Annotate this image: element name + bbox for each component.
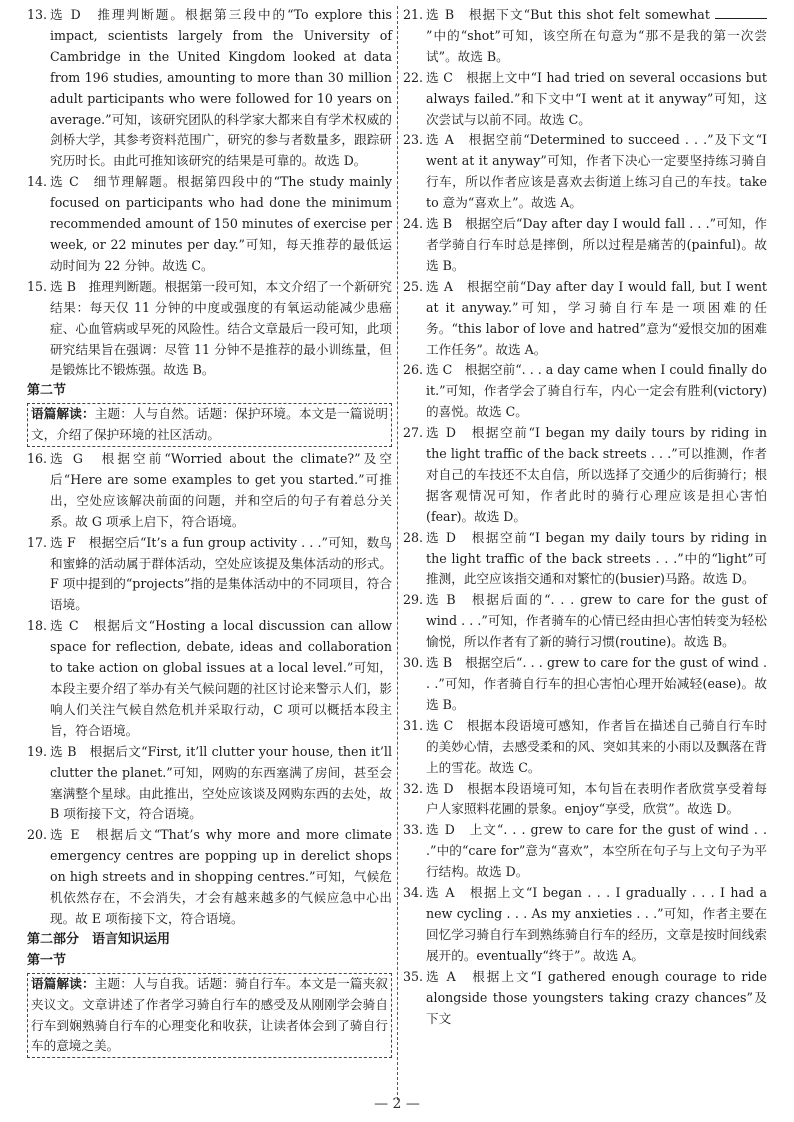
answer-20: 20. 选 E 根据后文“That’s why more and more climate emergency centres are popping up in derelict shops on high streets and in shopping centres.”可知，气候危机依然存在，不会消失，才会有越来越多的气候应急中心出现。故 E 项衔接下文，符合语境。 bbox=[27, 827, 392, 926]
answer-15: 15. 选 B 推理判断题。根据第一段可知，本文介绍了一个新研究结果：每天仅 11 分钟的中度或强度的有氧运动能减少患癌症、心血管病或早死的风险性。结合文章最后一段可知，此项研究结果旨在强调：尽管 11 分钟不是推荐的最小训练量，但是锻炼比不锻炼强。故选 B。 bbox=[27, 278, 392, 378]
answer-25: 25. 选 A 根据空前“Day after day I would fall, but I went at it anyway.”可知，学习骑自行车是一项困难的任务。“this labor of love and hatred”意为“爱恨交加的困难工作任务”。故选 A。 bbox=[403, 278, 767, 357]
answer-19: 19. 选 B 根据后文“First, it’ll clutter your house, then it’ll clutter the planet.”可知，网购的东西塞满了房间，甚至会塞满整个星球。由此推出，空处应该谈及网购东西的去处，故 B 项衔接下文，符合语境。 bbox=[27, 743, 392, 822]
answer-31: 31. 选 C 根据本段语境可感知，作者旨在描述自己骑自行车时的美妙心情，去感受柔和的风、突如其来的小雨以及飘落在背上的雪花。故选 C。 bbox=[403, 717, 767, 775]
part-heading: 第二部分 语言知识运用 bbox=[27, 931, 171, 947]
answer-27: 27. 选 D 根据空前“I began my daily tours by riding in the light traffic of the back streets . . .”可以推测，作者对自己的车技还不太自信，所以选择了交通少的后街骑行；根据客观情况可知，作者此时的骑行心理应该是担心害怕(fear)。故选 D。 bbox=[403, 425, 767, 524]
column-divider bbox=[397, 6, 398, 1100]
answer-29: 29. 选 B 根据后面的“. . . grew to care for the gust of wind . . .”可知，作者骑车的心情已经由担心害怕转变为轻松愉悦，所以作者有了新的骑行习惯(routine)。故选 B。 bbox=[403, 592, 767, 650]
box-label: 语篇解读： bbox=[31, 975, 95, 991]
answer-30: 30. 选 B 根据空后“. . . grew to care for the gust of wind . . .”可知，作者骑自行车的担心害怕心理开始减轻(ease)。故选 B。 bbox=[403, 655, 767, 712]
section-heading-1: 第一节 bbox=[27, 952, 67, 968]
passage-analysis-box-1 bbox=[27, 403, 392, 447]
answer-14: 14. 选 C 细节理解题。根据第四段中的“The study mainly focused on participants who had done the minimum recommended amount of 150 minutes of exercise per week, or 22 minutes per day.”可知，每天推荐的最低运动时间为 22 分钟。故选 C。 bbox=[27, 174, 392, 273]
answer-35: 35. 选 A 根据上文“I gathered enough courage to ride alongside those youngsters taking crazy chances”及下文 bbox=[403, 968, 767, 1026]
answer-21-text-cont: ”中的“shot”可知，该空所在句意为“那不是我的第一次尝试”。故选 B。 bbox=[426, 27, 767, 64]
answer-28: 28. 选 D 根据空前“I began my daily tours by riding in the light traffic of the back streets . . .”中的“light”可推测，此空应该指交通和对繁忙的(busier)马路。故选 D。 bbox=[403, 529, 767, 587]
answer-24: 24. 选 B 根据空后“Day after day I would fall . . .”可知，作者学骑自行车时总是摔倒，所以过程是痛苦的(painful)。故选 B。 bbox=[403, 216, 767, 273]
fill-blank bbox=[715, 6, 767, 19]
answer-26: 26. 选 C 根据空前“. . . a day came when I could finally do it.”可知，作者学会了骑自行车，内心一定会有胜利(victory)的喜悦。故选 C。 bbox=[403, 362, 767, 420]
box-text: 主题：人与自然。话题：保护环境。本文是一篇说明文，介绍了保护环境的社区活动。 bbox=[31, 406, 389, 443]
answer-16: 16. 选 G 根据空前“Worried about the climate?”及空后“Here are some examples to get you started.”可推出，空处应该解决前面的问题，并和空后的句子有着总分关系。故 G 项承上启下，符合语境。 bbox=[27, 451, 392, 529]
answer-13: 13. 选 D 推理判断题。根据第三段中的“To explore this impact, scientists largely from the University of Cambridge in the United Kingdom looked at data from 196 studies, amounting to more than 30 million adult participants who were followed for 10 years on average.”可知，该研究团队的科学家大都来自有学术权威的剑桥大学，其参考资料范围广，研究的参与者数量多，跟踪研究历时长。由此可推知该研究的结果是可靠的。故选 D。 bbox=[27, 7, 392, 169]
right-column bbox=[403, 5, 767, 1029]
box-label: 语篇解读： bbox=[31, 406, 95, 422]
answer-23: 23. 选 A 根据空前“Determined to succeed . . .”及下文“I went at it anyway”可知，作者下决心一定要坚持练习骑自行车，所以作者应该是喜欢去街道上练习自己的车技。take to 意为“喜欢上”。故选 A。 bbox=[403, 132, 767, 211]
answer-33: 33. 选 D 上文“. . . grew to care for the gust of wind . . .”中的“care for”意为“喜欢”，本空所在句子与上文句子为平行结构。故选 D。 bbox=[403, 822, 767, 880]
section-heading-2: 第二节 bbox=[27, 383, 67, 399]
answer-22: 22. 选 C 根据上文中“I had tried on several occasions but always failed.”和下文中“I went at it anyway”可知，这次尝试与以前不同。故选 C。 bbox=[403, 69, 767, 127]
left-column bbox=[27, 5, 392, 1060]
answer-34: 34. 选 A 根据上文“I began . . . I gradually . . . I had a new cycling . . . As my anxieties . . .”可知，作者主要在回忆学习骑自行车到熟练骑自行车的经历，文章是按时间线索展开的。eventually“终于”。故选 A。 bbox=[403, 885, 767, 963]
answer-18: 18. 选 C 根据后文“Hosting a local discussion can allow space for reflection, debate, ideas and collaboration to take action on global issues at a local level.”可知，本段主要介绍了举办有关气候问题的社区讨论来警示人们，影响人们关注气候自然危机并采取行动，C 项可以概括本段主旨，符合语境。 bbox=[27, 618, 392, 738]
box-text: 主题：人与自我。话题：骑自行车。本文是一篇夹叙夹议文。文章讲述了作者学习骑自行车的感受及从刚刚学会骑自行车到娴熟骑自行车的心理变化和收获，让读者体会到了骑自行车的意境之美。 bbox=[31, 975, 389, 1054]
answer-17: 17. 选 F 根据空后“It’s a fun group activity . . .”可知，数鸟和蜜蜂的活动属于群体活动，空处应该提及集体活动的形式。F 项中提到的“projects”指的是集体活动中的不同项目，符合语境。 bbox=[27, 534, 392, 613]
passage-analysis-box-2 bbox=[27, 973, 392, 1059]
answer-32: 32. 选 D 根据本段语境可知，本句旨在表明作者欣赏享受着每户人家照料花圃的景象。enjoy“享受，欣赏”。故选 D。 bbox=[403, 780, 767, 817]
answer-21: 21. 选 B 根据下文“But this shot felt somewhat ”中的“shot”可知，该空所在句意为“那不是我的第一次尝试”。故选 B。 bbox=[403, 7, 767, 64]
answer-21-text: 选 B 根据下文“But this shot felt somewhat bbox=[426, 7, 710, 22]
page-number: — 2 — bbox=[374, 1096, 420, 1112]
